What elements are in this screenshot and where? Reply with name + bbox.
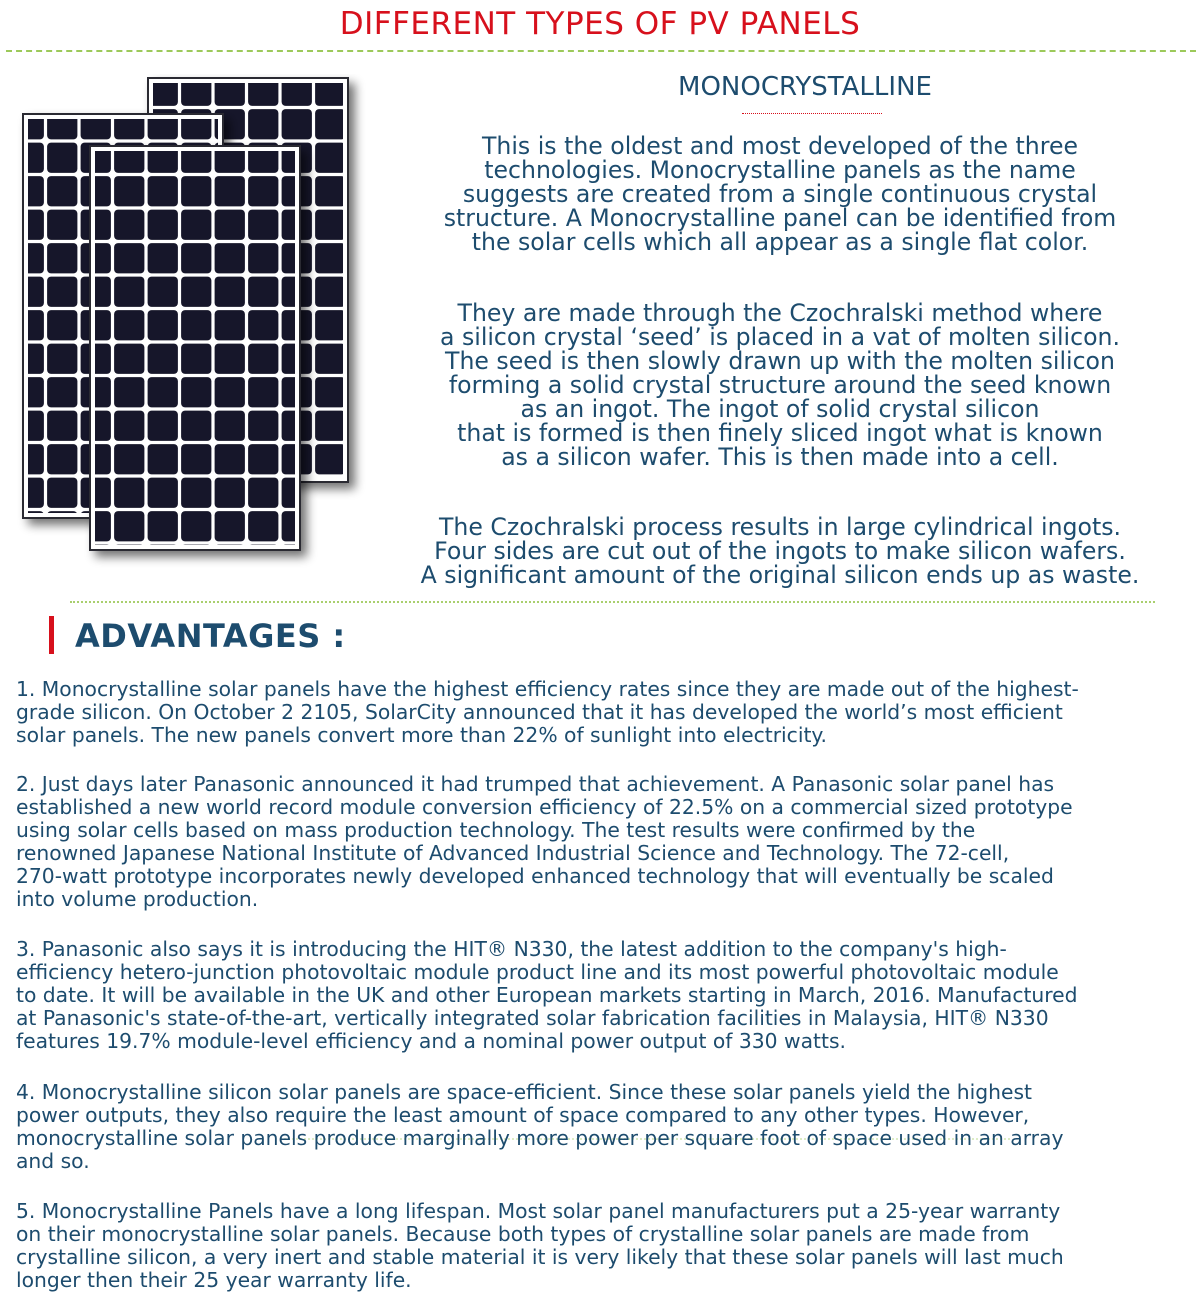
advantage-item-1: 1. Monocrystalline solar panels have the highest efficiency rates since they are made out of the highest- grade silicon. On October 2 2105, SolarCity announced that it has developed the world’s most efficient solar panels. The new panels convert more than 22% of sunlight into electricity. (16, 677, 1079, 748)
solar-panels-illustration (12, 74, 372, 574)
advantages-heading: ADVANTAGES : (75, 617, 346, 655)
intro-paragraph-1: This is the oldest and most developed of the three technologies. Monocrystalline panels as the name suggests are created from a single continuous crystal structure. A Monocrystalline panel can be identified from the solar cells which all appear as a single flat color. (443, 132, 1117, 256)
section-title: MONOCRYSTALLINE (678, 72, 932, 102)
heading-accent-bar (49, 616, 54, 654)
intro-paragraph-2: They are made through the Czochralski method where a silicon crystal ‘seed’ is placed in a vat of molten silicon. The seed is then slowly drawn up with the molten silicon forming a solid crystal structure around the seed known as an ingot. The ingot of solid crystal silicon that is formed is then finely sliced ingot what is known as a silicon wafer. This is then made into a cell. (440, 299, 1120, 471)
panel-front (90, 146, 300, 550)
section-title-underline (742, 113, 882, 114)
section-divider (70, 601, 1155, 603)
advantage-item-3: 3. Panasonic also says it is introducing the HIT® N330, the latest addition to the company's high- efficiency hetero-junction photovoltaic module product line and its most powerful photovoltaic module to date. It will be available in the UK and other European markets starting in March, 2016. Manufactured at Panasonic's state-of-the-art, vertically integrated solar fabrication facilities in Malaysia, HIT® N330 features 19.7% module-level efficiency and a nominal power output of 330 watts. (16, 937, 1078, 1054)
page-title: DIFFERENT TYPES OF PV PANELS (339, 6, 861, 42)
intro-paragraph-3: The Czochralski process results in large cylindrical ingots. Four sides are cut out of the ingots to make silicon wafers. A significant amount of the original silicon ends up as waste. (420, 513, 1140, 589)
advantage-item-2: 2. Just days later Panasonic announced it had trumped that achievement. A Panasonic solar panel has established a new world record module conversion efficiency of 22.5% on a commercial sized prototype using solar cells based on mass production technology. The test results were confirmed by the renowned Japanese National Institute of Advanced Industrial Science and Technology. The 72-cell, 270-watt prototype incorporates newly developed enhanced technology that will eventually be scaled into volume production. (16, 772, 1073, 912)
title-divider (6, 50, 1196, 52)
advantage-item-4: 4. Monocrystalline silicon solar panels are space-efficient. Since these solar panels yield the highest power outputs, they also require the least amount of space compared to any other types. However, monocrystalline solar panels produce marginally more power per square foot of space used in an array and so. (16, 1080, 1064, 1174)
advantage-item-5: 5. Monocrystalline Panels have a long lifespan. Most solar panel manufacturers put a 25-year warranty on their monocrystalline solar panels. Because both types of crystalline solar panels are made from crystalline silicon, a very inert and stable material it is very likely that these solar panels will last much longer then their 25 year warranty life. (16, 1199, 1064, 1293)
